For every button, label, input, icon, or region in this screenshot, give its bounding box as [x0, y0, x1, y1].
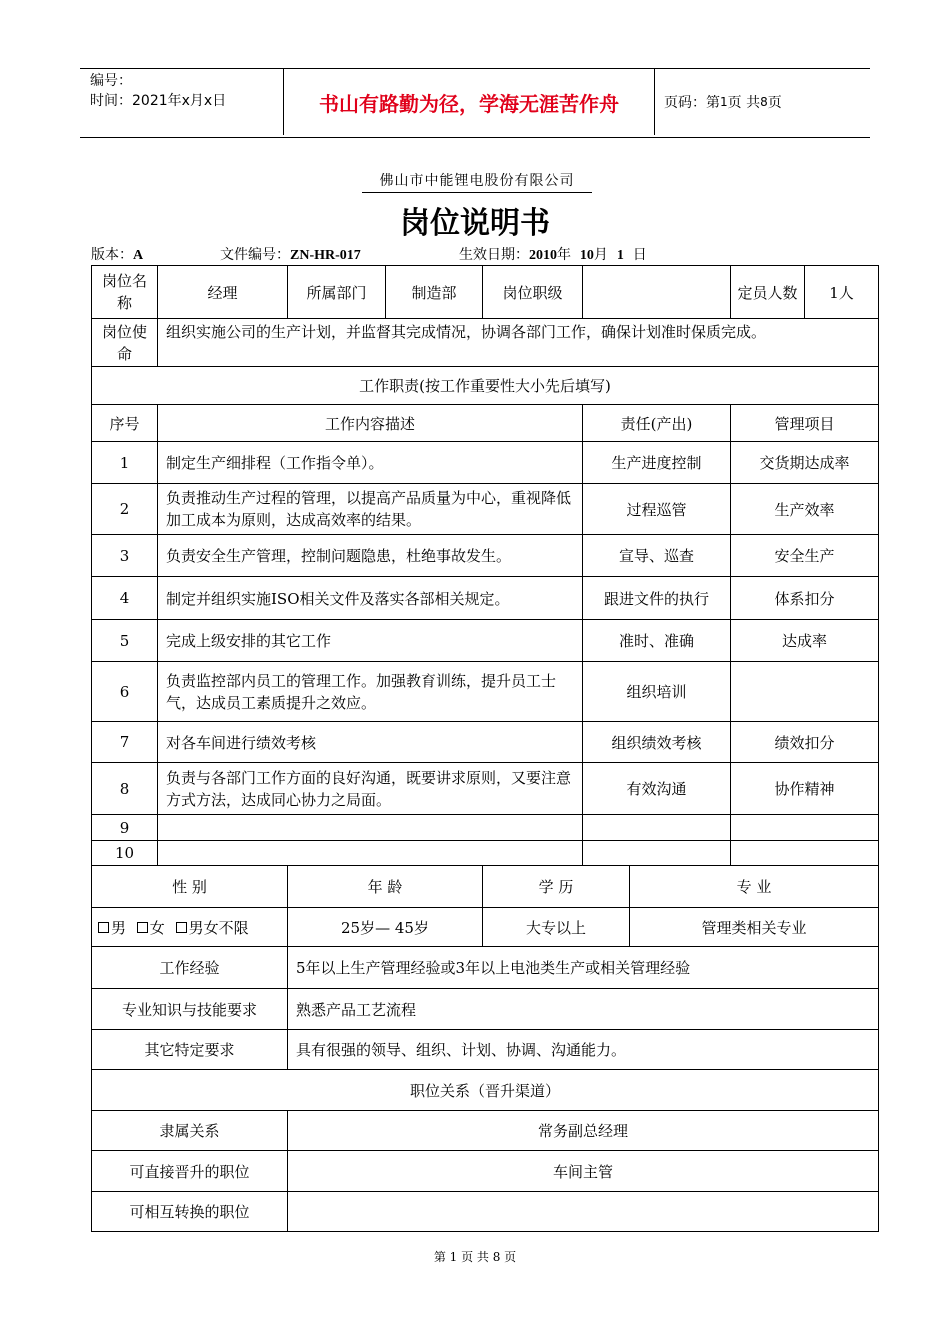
duty-resp: 组织绩效考核 — [583, 722, 731, 763]
col-no: 序号 — [92, 405, 158, 442]
col-item: 管理项目 — [731, 405, 879, 442]
major-label: 专 业 — [630, 866, 879, 908]
duty-no: 1 — [92, 442, 158, 484]
promote: 车间主管 — [288, 1151, 879, 1192]
slogan: 书山有路勤为径，学海无涯苦作舟 — [283, 69, 655, 135]
duty-no: 3 — [92, 535, 158, 577]
duty-resp: 过程巡管 — [583, 484, 731, 535]
other-req-label: 其它特定要求 — [92, 1030, 288, 1070]
page-label: 页码：第 — [664, 95, 720, 111]
duty-desc: 负责安全生产管理，控制问题隐患，杜绝事故发生。 — [158, 535, 583, 577]
duty-item: 达成率 — [731, 620, 879, 662]
page-number: 1 — [720, 95, 728, 109]
number-label: 编号： — [90, 73, 132, 89]
duty-item: 体系扣分 — [731, 577, 879, 620]
dept-label: 所属部门 — [288, 266, 386, 319]
col-resp: 责任(产出) — [583, 405, 731, 442]
company-name: 佛山市中能锂电股份有限公司 — [362, 170, 592, 193]
gender-label: 性 别 — [92, 866, 288, 908]
duty-no: 10 — [92, 841, 158, 866]
headcount: 1人 — [804, 266, 878, 318]
duty-row — [92, 577, 879, 620]
skill-label: 专业知识与技能要求 — [92, 989, 288, 1030]
dept: 制造部 — [386, 266, 483, 319]
duty-desc: 负责与各部门工作方面的良好沟通，既要讲求原则，又要注意方式方法，达成同心协力之局面。 — [158, 763, 583, 815]
duty-item: 生产效率 — [731, 484, 879, 535]
page-footer: 第 1 页 共 8 页 — [433, 1250, 517, 1264]
document-title: 岗位说明书 — [400, 206, 550, 241]
headcount-cell — [731, 266, 879, 319]
gender-any-checkbox[interactable] — [176, 922, 187, 933]
other-req: 具有很强的领导、组织、计划、协调、沟通能力。 — [288, 1030, 879, 1070]
duty-row — [92, 442, 879, 484]
duty-row — [92, 535, 879, 577]
relations-title: 职位关系（晋升渠道） — [92, 1070, 879, 1111]
version-value: A — [133, 248, 144, 263]
job-name-label: 岗位名称 — [92, 266, 158, 319]
duty-desc — [158, 815, 583, 841]
duty-item — [731, 841, 879, 866]
doc-number-value: ZN-HR-017 — [290, 248, 361, 263]
date-month-unit: 月 — [593, 247, 608, 263]
edu: 大专以上 — [483, 908, 630, 947]
skill-row — [92, 989, 879, 1030]
duty-desc: 对各车间进行绩效考核 — [158, 722, 583, 763]
duty-resp: 生产进度控制 — [583, 442, 731, 484]
duty-no: 9 — [92, 815, 158, 841]
page-total: 8 — [760, 95, 768, 109]
duty-no: 5 — [92, 620, 158, 662]
duty-row — [92, 620, 879, 662]
duty-no: 4 — [92, 577, 158, 620]
duties-title-row — [92, 367, 879, 405]
date-month: 10 — [579, 248, 594, 263]
gender-male-checkbox[interactable] — [98, 922, 109, 933]
version-label: 版本： — [91, 247, 133, 263]
doc-number-label: 文件编号： — [220, 247, 290, 263]
major: 管理类相关专业 — [630, 908, 879, 947]
requirements-row — [92, 908, 879, 947]
duty-resp — [583, 841, 731, 866]
duty-desc: 制定并组织实施ISO相关文件及落实各部相关规定。 — [158, 577, 583, 620]
headcount-label: 定员人数 — [737, 283, 798, 302]
page-indicator — [664, 69, 782, 135]
transfer-label: 可相互转换的职位 — [92, 1192, 288, 1232]
gender-options — [92, 908, 288, 947]
duty-desc: 完成上级安排的其它工作 — [158, 620, 583, 662]
duty-resp: 宣导、巡查 — [583, 535, 731, 577]
duty-row — [92, 763, 879, 815]
duty-item: 安全生产 — [731, 535, 879, 577]
requirements-header-row — [92, 866, 879, 908]
duty-row — [92, 662, 879, 722]
duty-desc: 负责监控部内员工的管理工作。加强教育训练，提升员工士气，达成员工素质提升之效应。 — [158, 662, 583, 722]
duty-row — [92, 722, 879, 763]
duty-item: 绩效扣分 — [731, 722, 879, 763]
duty-no: 2 — [92, 484, 158, 535]
promote-row — [92, 1151, 879, 1192]
duty-row — [92, 484, 879, 535]
date-day: 1 — [616, 248, 624, 263]
date-day-unit: 日 — [632, 247, 647, 263]
duty-row — [92, 841, 879, 866]
version — [91, 244, 143, 264]
time-label: 时间：2021年x月x日 — [90, 93, 227, 109]
job-description-table — [91, 265, 879, 1232]
page-end: 页 — [767, 95, 782, 111]
age: 25岁— 45岁 — [288, 908, 483, 947]
job-name: 经理 — [158, 266, 288, 319]
skill: 熟悉产品工艺流程 — [288, 989, 879, 1030]
duty-item — [731, 662, 879, 722]
duty-desc: 负责推动生产过程的管理，以提高产品质量为中心，重视降低加工成本为原则，达成高效率的结果。 — [158, 484, 583, 535]
other-req-row — [92, 1030, 879, 1070]
report-row — [92, 1111, 879, 1151]
duty-desc: 制定生产细排程（工作指令单）。 — [158, 442, 583, 484]
duty-resp: 组织培训 — [583, 662, 731, 722]
date-label: 生效日期： — [459, 247, 529, 263]
edu-label: 学 历 — [483, 866, 630, 908]
report-label: 隶属关系 — [92, 1111, 288, 1151]
duty-row — [92, 815, 879, 841]
duties-header-row — [92, 405, 879, 442]
mission: 组织实施公司的生产计划，并监督其完成情况，协调各部门工作，确保计划准时保质完成。 — [158, 319, 879, 367]
report: 常务副总经理 — [288, 1111, 879, 1151]
transfer-row — [92, 1192, 879, 1232]
experience: 5年以上生产管理经验或3年以上电池类生产或相关管理经验 — [288, 947, 879, 989]
page-mid: 页 共 — [727, 95, 761, 111]
mission-label: 岗位使命 — [92, 319, 158, 367]
duties-title: 工作职责(按工作重要性大小先后填写) — [92, 367, 879, 405]
relations-title-row — [92, 1070, 879, 1111]
date-year: 2010 — [529, 248, 557, 263]
duty-no: 7 — [92, 722, 158, 763]
duty-desc — [158, 841, 583, 866]
duty-item — [731, 815, 879, 841]
experience-row — [92, 947, 879, 989]
header-info — [90, 71, 280, 111]
page-header — [80, 68, 870, 138]
duty-resp: 准时、准确 — [583, 620, 731, 662]
duty-resp: 跟进文件的执行 — [583, 577, 731, 620]
transfer — [288, 1192, 879, 1232]
gender-female-checkbox[interactable] — [137, 922, 148, 933]
doc-number — [220, 244, 361, 264]
col-desc: 工作内容描述 — [158, 405, 583, 442]
duty-item: 交货期达成率 — [731, 442, 879, 484]
gender-any-label: 男女不限 — [188, 918, 249, 937]
promote-label: 可直接晋升的职位 — [92, 1151, 288, 1192]
duty-item: 协作精神 — [731, 763, 879, 815]
effective-date — [459, 244, 647, 264]
duty-resp — [583, 815, 731, 841]
job-basic-row — [92, 266, 879, 319]
duty-resp: 有效沟通 — [583, 763, 731, 815]
experience-label: 工作经验 — [92, 947, 288, 989]
gender-male-label: 男 — [111, 918, 127, 937]
age-label: 年 龄 — [288, 866, 483, 908]
mission-row — [92, 319, 879, 367]
duty-no: 8 — [92, 763, 158, 815]
date-year-unit: 年 — [557, 247, 571, 263]
level-label: 岗位职级 — [483, 266, 583, 319]
duty-no: 6 — [92, 662, 158, 722]
level — [583, 266, 731, 319]
gender-female-label: 女 — [149, 918, 165, 937]
